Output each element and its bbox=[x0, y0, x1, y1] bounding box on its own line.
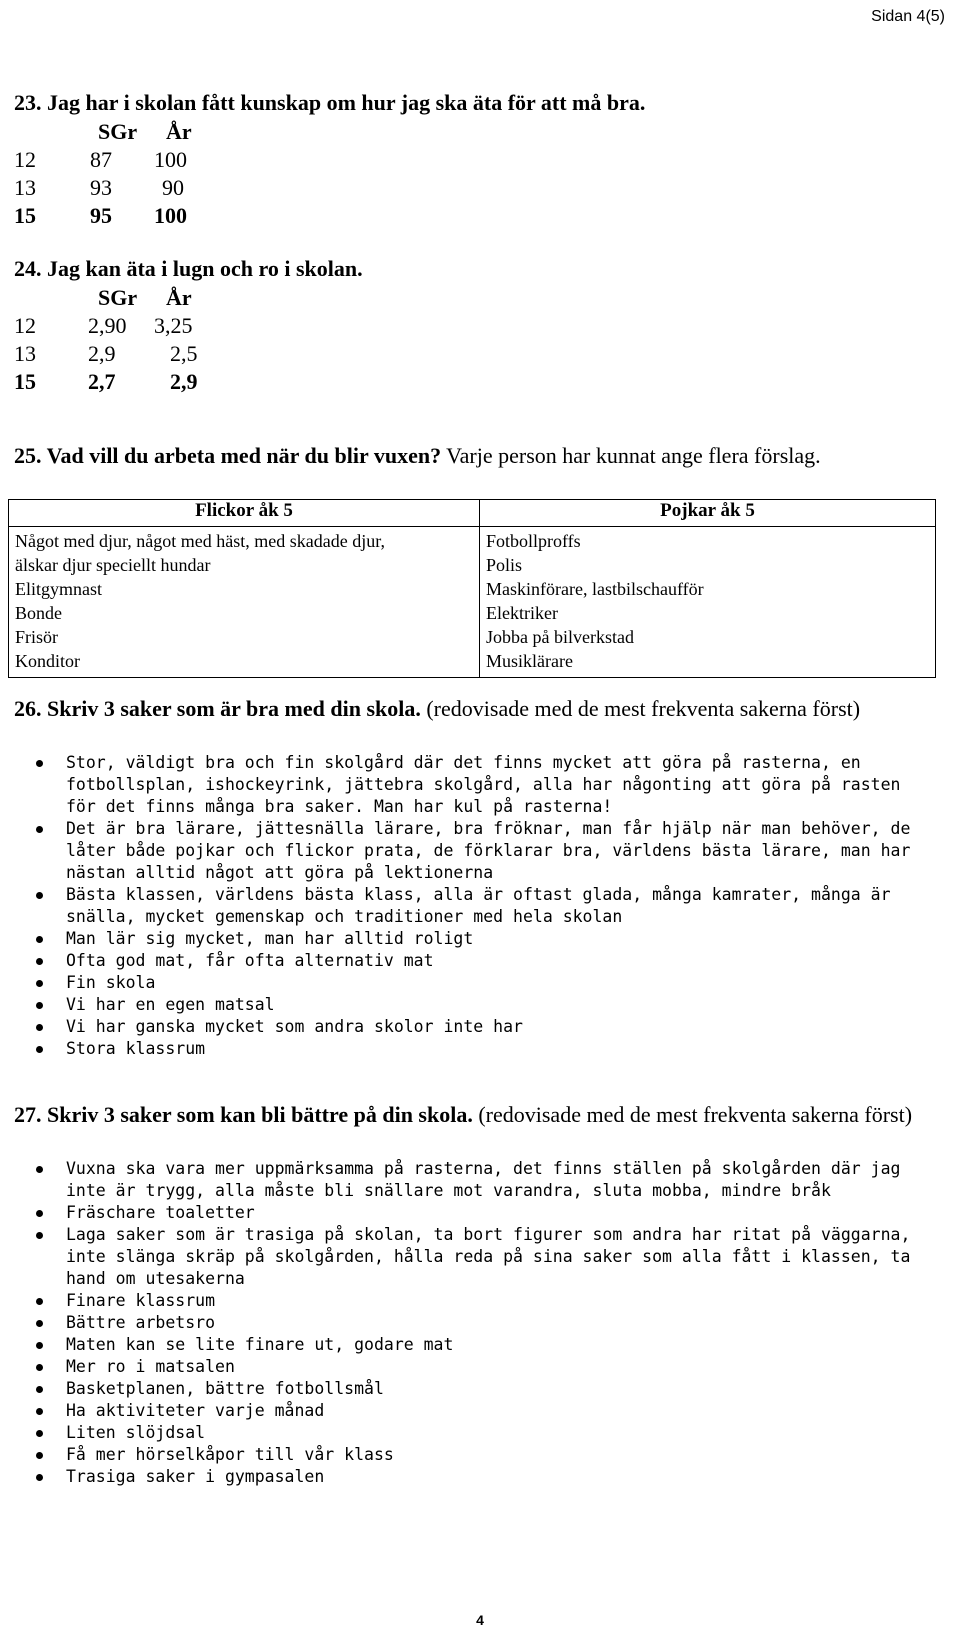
list-item bbox=[30, 972, 930, 994]
list-item-text: Trasiga saker i gympasalen bbox=[66, 1467, 325, 1486]
cell-ar: 3,25 bbox=[154, 313, 193, 338]
list-item bbox=[30, 1158, 930, 1202]
list-item-text: Liten slöjdsal bbox=[66, 1423, 206, 1442]
list-item bbox=[30, 1224, 930, 1290]
girls-answer: Något med djur, något med häst, med skadade djur, bbox=[15, 531, 385, 551]
girls-answer: Bonde bbox=[15, 603, 62, 623]
list-item-text: Bästa klassen, världens bästa klass, alla är oftast glada, många kamrater, många är snälla, mycket gemenskap och traditioner med hela skolan bbox=[66, 885, 891, 926]
column-header-sgr: SGr bbox=[98, 119, 138, 144]
bullet-icon bbox=[36, 1298, 43, 1305]
bullet-icon bbox=[36, 1002, 43, 1009]
boys-column bbox=[480, 527, 936, 678]
career-table-header bbox=[9, 500, 936, 527]
list-item-text: Vi har en egen matsal bbox=[66, 995, 275, 1014]
cell-sgr: 87 bbox=[90, 147, 112, 172]
bullet-icon bbox=[36, 1342, 43, 1349]
boys-answer: Musiklärare bbox=[486, 651, 573, 671]
bullet-icon bbox=[36, 1386, 43, 1393]
cell-sgr: 95 bbox=[90, 203, 112, 228]
cell-group: 15 bbox=[14, 203, 36, 228]
bullet-icon bbox=[36, 1166, 43, 1173]
girls-answer: Frisör bbox=[15, 627, 59, 647]
list-item-text: Vi har ganska mycket som andra skolor inte har bbox=[66, 1017, 523, 1036]
cell-group: 15 bbox=[14, 369, 36, 394]
cell-group: 12 bbox=[14, 147, 36, 172]
question-25-title bbox=[14, 442, 934, 470]
bullet-icon bbox=[36, 826, 43, 833]
list-item bbox=[30, 1202, 930, 1224]
bullet-icon bbox=[36, 760, 43, 767]
bullet-icon bbox=[36, 1452, 43, 1459]
bullet-icon bbox=[36, 892, 43, 899]
bullet-icon bbox=[36, 1046, 43, 1053]
column-header-ar: År bbox=[166, 119, 192, 144]
boys-answer: Jobba på bilverkstad bbox=[486, 627, 634, 647]
list-item-text: Stora klassrum bbox=[66, 1039, 206, 1058]
cell-sgr: 2,9 bbox=[88, 341, 116, 366]
list-item-text: Fin skola bbox=[66, 973, 156, 992]
list-item-text: Laga saker som är trasiga på skolan, ta bort figurer som andra har ritat på väggarna, inte slänga skräp på skolgården, hålla reda på sina saker som alla fått i klassen, ta hand om utesakerna bbox=[66, 1225, 911, 1288]
list-item bbox=[30, 1334, 930, 1356]
list-item bbox=[30, 950, 930, 972]
girls-answer: älskar djur speciellt hundar bbox=[15, 555, 211, 575]
list-item-text: Mer ro i matsalen bbox=[66, 1357, 235, 1376]
list-item bbox=[30, 752, 930, 818]
bullet-icon bbox=[36, 1210, 43, 1217]
bullet-icon bbox=[36, 1408, 43, 1415]
question-26-heading: 26. Skriv 3 saker som är bra med din skola. bbox=[14, 696, 421, 721]
cell-ar: 2,9 bbox=[170, 369, 198, 394]
girls-column bbox=[9, 527, 480, 678]
girls-header: Flickor åk 5 bbox=[9, 500, 480, 527]
bullet-icon bbox=[36, 936, 43, 943]
bullet-icon bbox=[36, 1232, 43, 1239]
list-item-text: Fräschare toaletter bbox=[66, 1203, 255, 1222]
list-item bbox=[30, 994, 930, 1016]
question-27-heading: 27. Skriv 3 saker som kan bli bättre på din skola. bbox=[14, 1102, 473, 1127]
career-table-body bbox=[9, 527, 936, 678]
bullet-icon bbox=[36, 1320, 43, 1327]
bullet-icon bbox=[36, 1430, 43, 1437]
boys-header: Pojkar åk 5 bbox=[480, 500, 936, 527]
list-item-text: Vuxna ska vara mer uppmärksamma på rasterna, det finns ställen på skolgården där jag inte är trygg, alla måste bli snällare mot varandra, sluta mobba, mindre bråk bbox=[66, 1159, 901, 1200]
list-item bbox=[30, 1378, 930, 1400]
list-item bbox=[30, 1444, 930, 1466]
list-item bbox=[30, 928, 930, 950]
cell-group: 12 bbox=[14, 313, 36, 338]
cell-sgr: 2,90 bbox=[88, 313, 127, 338]
list-item bbox=[30, 1356, 930, 1378]
list-item-text: Basketplanen, bättre fotbollsmål bbox=[66, 1379, 384, 1398]
page-header-label: Sidan 4(5) bbox=[871, 8, 945, 25]
question-25-heading: 25. Vad vill du arbeta med när du blir vuxen? bbox=[14, 443, 442, 468]
bullet-icon bbox=[36, 980, 43, 987]
cell-ar: 100 bbox=[154, 203, 187, 228]
list-item bbox=[30, 1038, 930, 1060]
list-item-text: Ofta god mat, får ofta alternativ mat bbox=[66, 951, 434, 970]
question-26-title bbox=[14, 695, 934, 723]
question-23-title: 23. Jag har i skolan fått kunskap om hur jag ska äta för att må bra. bbox=[14, 90, 646, 115]
question-27-list bbox=[30, 1158, 930, 1488]
list-item-text: Finare klassrum bbox=[66, 1291, 216, 1310]
bullet-icon bbox=[36, 1364, 43, 1371]
cell-sgr: 93 bbox=[90, 175, 112, 200]
girls-answer: Elitgymnast bbox=[15, 579, 102, 599]
cell-ar: 90 bbox=[162, 175, 184, 200]
bullet-icon bbox=[36, 1474, 43, 1481]
list-item bbox=[30, 1016, 930, 1038]
question-25-note: Varje person har kunnat ange flera förslag. bbox=[441, 443, 821, 468]
cell-ar: 100 bbox=[154, 147, 187, 172]
list-item bbox=[30, 1290, 930, 1312]
question-27-note: (redovisade med de mest frekventa sakerna först) bbox=[472, 1102, 913, 1127]
column-header-ar: År bbox=[166, 285, 192, 310]
girls-answer: Konditor bbox=[15, 651, 80, 671]
list-item bbox=[30, 1422, 930, 1444]
list-item bbox=[30, 884, 930, 928]
bullet-icon bbox=[36, 1024, 43, 1031]
question-26-note: (redovisade med de mest frekventa sakerna först) bbox=[420, 696, 861, 721]
question-27-title bbox=[14, 1101, 934, 1129]
list-item bbox=[30, 1400, 930, 1422]
boys-answer: Elektriker bbox=[486, 603, 558, 623]
list-item-text: Stor, väldigt bra och fin skolgård där det finns mycket att göra på rasterna, en fotbollsplan, ishockeyrink, jättebra skolgård, alla har någonting att göra på rasten för det finns många bra saker. Man har kul på rasterna! bbox=[66, 753, 901, 816]
cell-group: 13 bbox=[14, 341, 36, 366]
cell-sgr: 2,7 bbox=[88, 369, 116, 394]
cell-ar: 2,5 bbox=[170, 341, 198, 366]
boys-answer: Polis bbox=[486, 555, 523, 575]
list-item bbox=[30, 1466, 930, 1488]
question-26-list bbox=[30, 752, 930, 1060]
list-item-text: Maten kan se lite finare ut, godare mat bbox=[66, 1335, 454, 1354]
list-item bbox=[30, 1312, 930, 1334]
list-item-text: Få mer hörselkåpor till vår klass bbox=[66, 1445, 394, 1464]
list-item-text: Det är bra lärare, jättesnälla lärare, bra fröknar, man får hjälp när man behöver, de låter både pojkar och flickor prata, de förklarar bra, världens bästa lärare, man har nästan alltid något att göra på lektionerna bbox=[66, 819, 911, 882]
list-item-text: Ha aktiviteter varje månad bbox=[66, 1401, 325, 1420]
page-number: 4 bbox=[476, 1612, 484, 1628]
question-24-title: 24. Jag kan äta i lugn och ro i skolan. bbox=[14, 256, 363, 281]
list-item-text: Bättre arbetsro bbox=[66, 1313, 216, 1332]
bullet-icon bbox=[36, 958, 43, 965]
list-item-text: Man lär sig mycket, man har alltid roligt bbox=[66, 929, 474, 948]
career-table bbox=[8, 499, 936, 678]
boys-answer: Maskinförare, lastbilschaufför bbox=[486, 579, 704, 599]
boys-answer: Fotbollproffs bbox=[486, 531, 581, 551]
list-item bbox=[30, 818, 930, 884]
cell-group: 13 bbox=[14, 175, 36, 200]
column-header-sgr: SGr bbox=[98, 285, 138, 310]
